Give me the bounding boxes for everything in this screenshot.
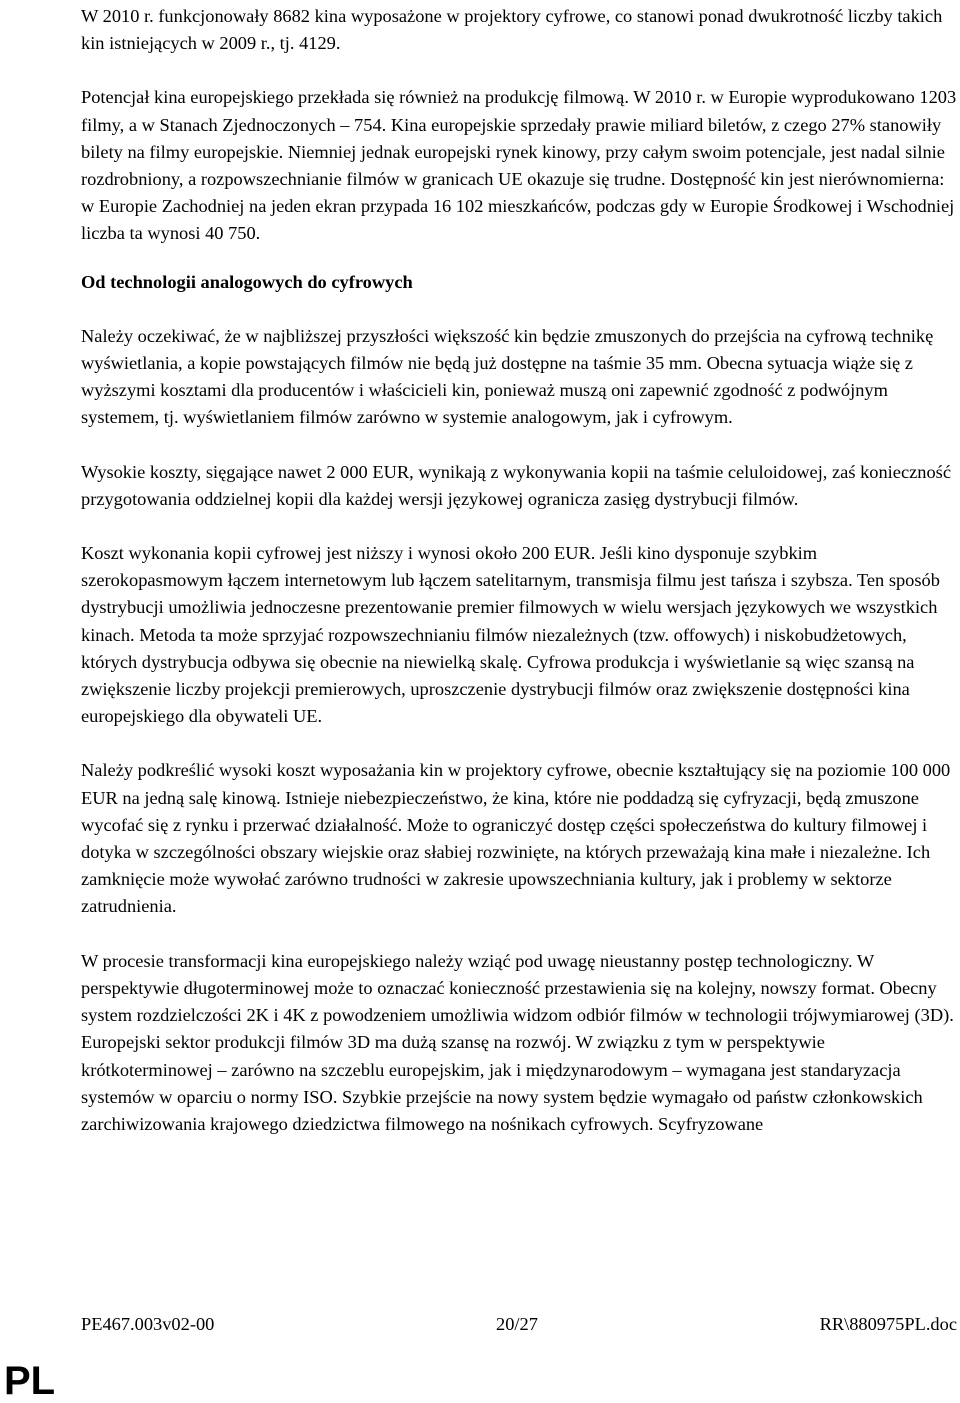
document-body [81,0,959,1138]
paragraph: W 2010 r. funkcjonowały 8682 kina wyposażone w projektory cyfrowe, co stanowi ponad dwukrotność liczby takich kin istniejących w 2009 r., tj. 4129. [81,6,943,54]
paragraph: Potencjał kina europejskiego przekłada się również na produkcję filmową. W 2010 r. w Europie wyprodukowano 1203 filmy, a w Stanach Zjednoczonych – 754. Kina europejskie sprzedały prawie miliard biletów, z czego 27% stanowiły bilety na filmy europejskie. Niemniej jednak europejski rynek kinowy, przy całym swoim potencjale, jest nadal silnie rozdrobniony, a rozpowszechnianie filmów w granicach UE okazuje się trudne. Dostępność kin jest nierównomierna: w Europie Zachodniej na jeden ekran przypada 16 102 mieszkańców, podczas gdy w Europie Środkowej i Wschodniej liczba ta wynosi 40 750. [81,87,957,244]
paragraph: Należy podkreślić wysoki koszt wyposażania kin w projektory cyfrowe, obecnie kształtujący się na poziomie 100 000 EUR na jedną salę kinową. Istnieje niebezpieczeństwo, że kina, które nie poddadzą się cyfryzacji, będą zmuszone wycofać się z rynku i przerwać działalność. Może to ograniczyć dostęp części społeczeństwa do kultury filmowej i dotyka w szczególności obszary wiejskie oraz słabiej rozwinięte, na których przeważają kina małe i niezależne. Ich zamknięcie może wywołać zarówno trudności w zakresie upowszechniania kultury, jak i problemy w sektorze zatrudnienia. [81,760,951,917]
paragraph: W procesie transformacji kina europejskiego należy wziąć pod uwagę nieustanny postęp technologiczny. W perspektywie długoterminowej może to oznaczać konieczność przestawienia się na kolejny, nowszy format. Obecny system rozdzielczości 2K i 4K z powodzeniem umożliwia widzom odbiór filmów w technologii trójwymiarowej (3D). Europejski sektor produkcji filmów 3D ma dużą szansę na rozwój. W związku z tym w perspektywie krótkoterminowej – zarówno na szczeblu europejskim, jak i międzynarodowym – wymagana jest standaryzacja systemów w oparciu o normy ISO. Szybkie przejście na nowy system będzie wymagało od państw członkowskich zarchiwizowania krajowego dziedzictwa filmowego na nośnikach cyfrowych. Scyfryzowane [81,950,954,1134]
section-heading: Od technologii analogowych do cyfrowych [81,271,413,292]
paragraph: Wysokie koszty, sięgające nawet 2 000 EUR, wynikają z wykonywania kopii na taśmie celuloidowej, zaś konieczność przygotowania oddzielnej kopii dla każdej wersji językowej ogranicza zasięg dystrybucji filmów. [81,461,951,509]
footer-file-name: RR\880975PL.doc [819,1314,957,1334]
footer-doc-ref: PE467.003v02-00 [81,1314,215,1334]
language-tag: PL [4,1359,56,1403]
footer-page-number: 20/27 [496,1314,538,1334]
paragraph: Należy oczekiwać, że w najbliższej przyszłości większość kin będzie zmuszonych do przejścia na cyfrową technikę wyświetlania, a kopie powstających filmów nie będą już dostępne na taśmie 35 mm. Obecna sytuacja wiąże się z wyższymi kosztami dla producentów i właścicieli kin, ponieważ muszą oni zapewnić zgodność z podwójnym systemem, tj. wyświetlaniem filmów zarówno w systemie analogowym, jak i cyfrowym. [81,325,934,428]
paragraph: Koszt wykonania kopii cyfrowej jest niższy i wynosi około 200 EUR. Jeśli kino dysponuje szybkim szerokopasmowym łączem internetowym lub łączem satelitarnym, transmisja filmu jest tańsza i szybsza. Ten sposób dystrybucji umożliwia jednoczesne prezentowanie premier filmowych w wielu wersjach językowych we wszystkich kinach. Metoda ta może sprzyjać rozpowszechnianiu filmów niezależnych (tzw. offowych) i niskobudżetowych, których dystrybucja odbywa się obecnie na niewielką skalę. Cyfrowa produkcja i wyświetlanie są więc szansą na zwiększenie liczby projekcji premierowych, uproszczenie dystrybucji filmów oraz zwiększenie dostępności kina europejskiego dla obywateli UE. [81,543,940,727]
page-footer [81,1311,959,1338]
